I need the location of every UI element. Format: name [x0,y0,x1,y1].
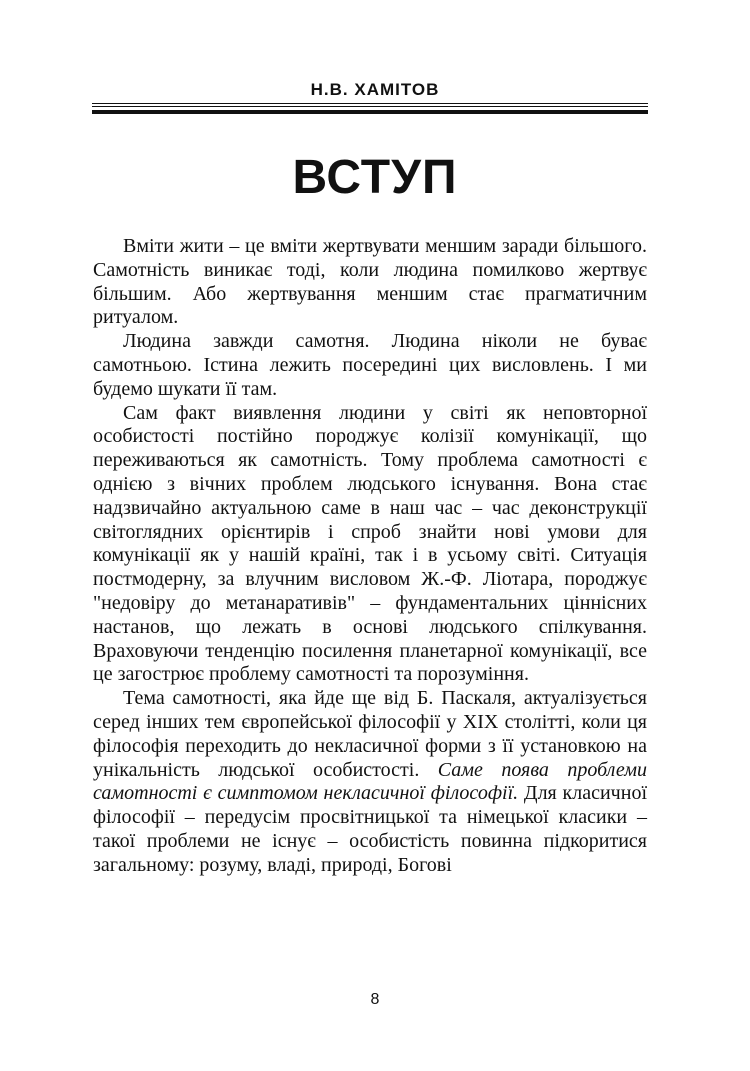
paragraph-4-start: Тема самотності, яка йде ще від Б. Паскаля, актуалізується серед інших тем європейської філософії у XIX столітті, коли ця філософія переходить до некласичної форми з її установкою на унікальність людської особистості. [93,687,647,781]
paragraph-1: Вміти жити – це вміти жертвувати меншим заради більшого. Самотність виникає тоді, коли людина помилково жертвує більшим. Або жертвування меншим стає прагматичним ритуалом. [93,235,647,329]
paragraph-4 [93,687,647,877]
header-rule-thick [92,110,648,114]
paragraph-4-end: Для класичної філософії – передусім просвітницької та німецької класики – такої проблеми не існує – особистість повинна підкоритися загальному: розуму, владі, природі, Богові [93,782,647,876]
header-rule-thin-top [92,103,648,104]
body-text [93,235,647,878]
header-rule-thin-middle [92,106,648,107]
running-head: Н.В. ХАМІТОВ [310,80,440,99]
chapter-title: ВСТУП [292,151,458,204]
paragraph-3: Сам факт виявлення людини у світі як неповторної особистості постійно породжує колізії комунікації, що переживаються як самотність. Тому проблема самотності є однією з вічних проблем людського існування. Вона стає надзвичайно актуальною саме в наш час – час деконструкції світоглядних орієнтирів і спроб знайти нові умови для комунікації як у нашій країні, так і в усьому світі. Ситуація постмодерну, за влучним висловом Ж.-Ф. Ліотара, породжує "недовіру до метанаративів" – фундаментальних ціннісних настанов, що лежать в основі людського спілкування. Враховуючи тенденцію посилення планетарної комунікації, все це загострює проблему самотності та порозуміння. [93,401,647,686]
paragraph-4-emphasis: Саме поява проблеми самотності є симптомом некласичної філософії. [93,758,647,805]
paragraph-2: Людина завжди самотня. Людина ніколи не буває самотньою. Істина лежить посередині цих висловлень. І ми будемо шукати її там. [93,330,647,400]
page-number: 8 [370,991,380,1008]
